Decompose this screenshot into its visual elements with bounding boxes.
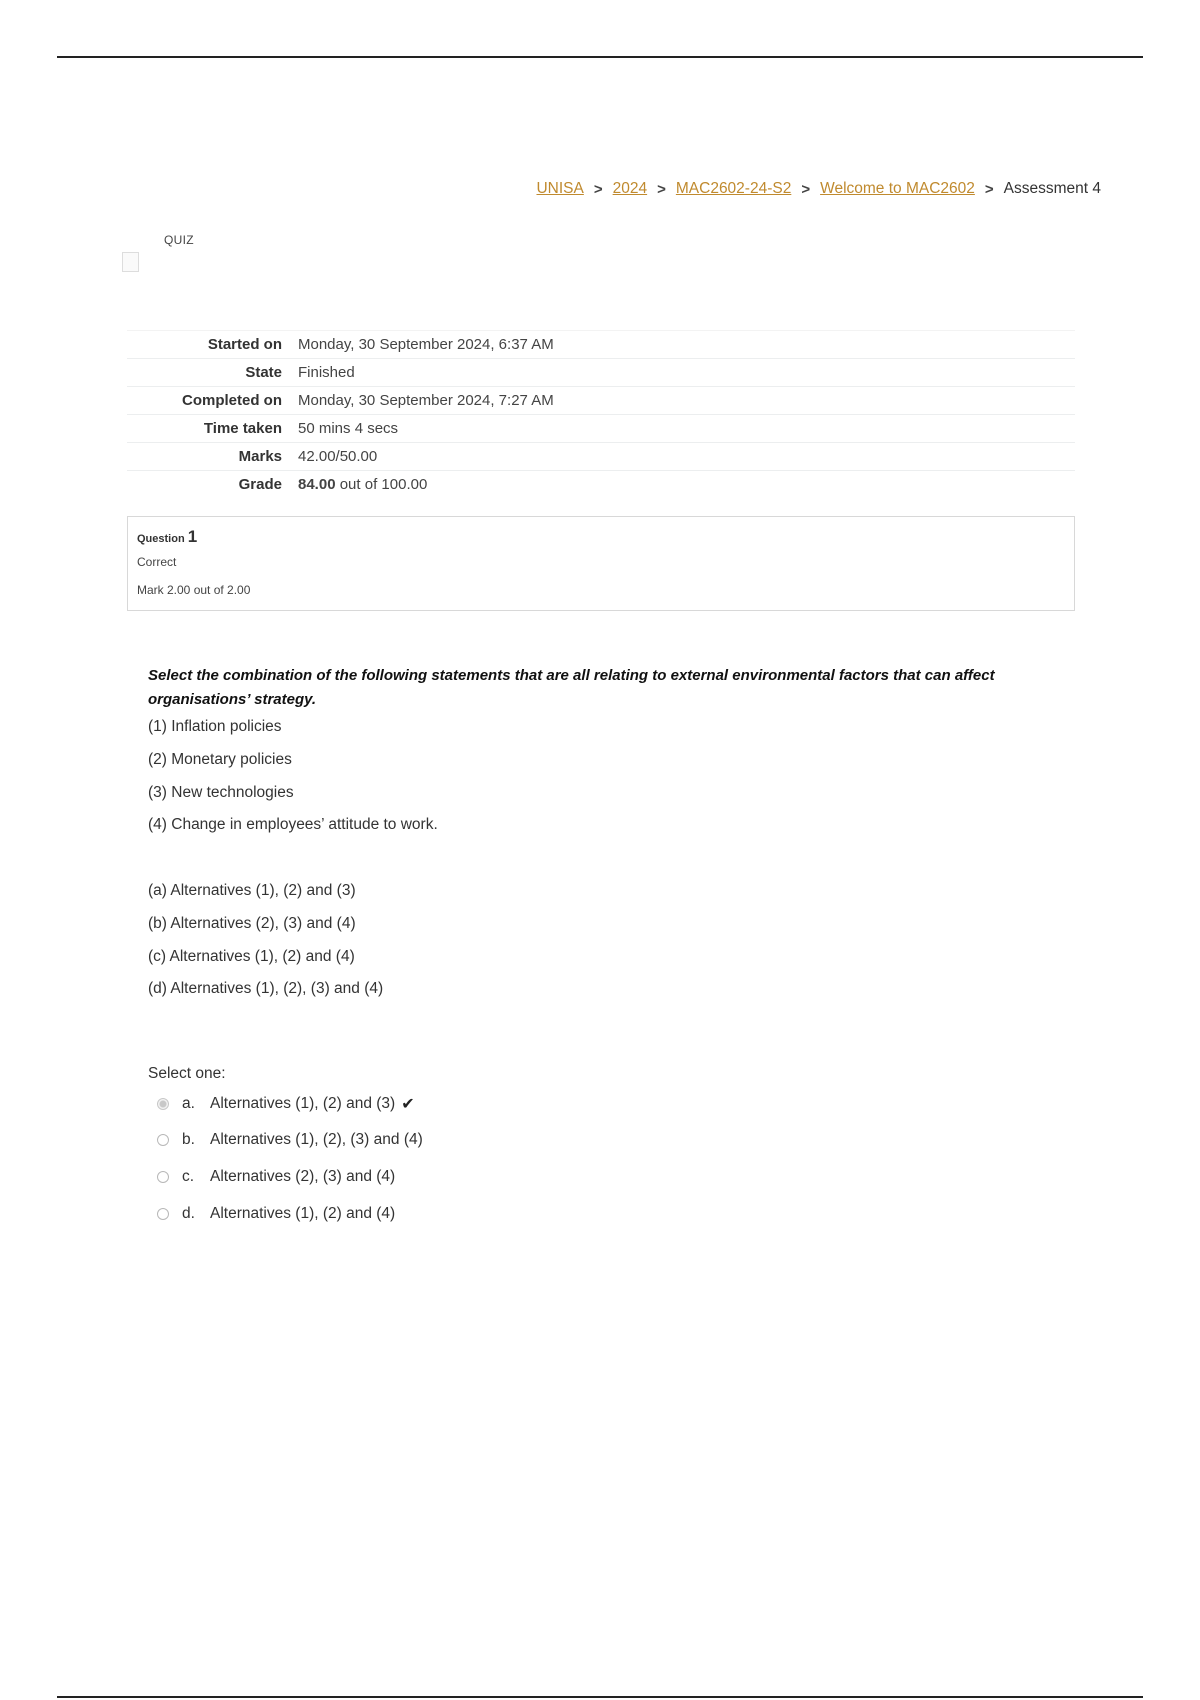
answer-letter: a. (182, 1095, 195, 1112)
alternative-item: (b) Alternatives (2), (3) and (4) (148, 915, 356, 932)
summary-value: Monday, 30 September 2024, 6:37 AM (298, 336, 554, 353)
answer-text: Alternatives (1), (2) and (3) (210, 1095, 396, 1112)
breadcrumb-separator-icon: > (657, 180, 666, 198)
summary-label: Time taken (203, 420, 282, 437)
breadcrumb-link-welcome[interactable]: Welcome to MAC2602 (820, 180, 975, 197)
summary-value: 42.00/50.00 (298, 448, 378, 465)
breadcrumb-separator-icon: > (801, 180, 811, 198)
breadcrumb-link-unisa[interactable]: UNISA (536, 180, 584, 197)
answer-text: Alternatives (1), (2) and (4) (210, 1205, 396, 1222)
question-label: Question (137, 533, 185, 545)
breadcrumb-link-year[interactable]: 2024 (612, 180, 648, 197)
answer-text: Alternatives (1), (2), (3) and (4) (210, 1131, 423, 1148)
activity-type-label: QUIZ (164, 233, 194, 247)
radio-button[interactable] (157, 1208, 169, 1220)
summary-row-completed (127, 387, 1075, 415)
summary-value: 50 mins 4 secs (298, 420, 399, 437)
select-one-prompt: Select one: (148, 1065, 226, 1082)
radio-button[interactable] (157, 1098, 169, 1110)
statement-item: (3) New technologies (148, 784, 294, 801)
summary-row-state (127, 359, 1075, 387)
summary-label: Grade (238, 476, 282, 494)
grade-suffix: out of 100.00 (335, 476, 428, 494)
breadcrumb-separator-icon: > (984, 180, 994, 198)
grade-score: 84.00 (298, 476, 336, 494)
summary-value: Finished (298, 364, 355, 381)
question-state: Correct (137, 555, 177, 569)
radio-button[interactable] (157, 1134, 169, 1146)
summary-row-marks (127, 443, 1075, 471)
breadcrumb (536, 180, 1101, 198)
answer-text: Alternatives (2), (3) and (4) (210, 1168, 396, 1185)
question-info-box (127, 516, 1075, 611)
answer-option-a[interactable] (157, 1094, 415, 1114)
alternative-item: (c) Alternatives (1), (2) and (4) (148, 948, 355, 965)
answer-option-d[interactable] (157, 1205, 395, 1223)
summary-label: Started on (207, 336, 282, 353)
question-number (137, 527, 197, 547)
answer-letter: d. (182, 1205, 195, 1222)
summary-label: State (245, 364, 282, 381)
summary-label: Marks (238, 448, 282, 465)
alternative-item: (a) Alternatives (1), (2) and (3) (148, 882, 356, 899)
quiz-summary-table (127, 330, 1075, 499)
summary-value (298, 471, 1075, 499)
summary-label: Completed on (182, 392, 282, 409)
question-grade: Mark 2.00 out of 2.00 (137, 583, 251, 597)
summary-value: Monday, 30 September 2024, 7:27 AM (298, 392, 554, 409)
summary-row-time-taken (127, 415, 1075, 443)
answer-letter: b. (182, 1131, 195, 1148)
statement-item: (1) Inflation policies (148, 718, 282, 735)
breadcrumb-link-course[interactable]: MAC2602-24-S2 (675, 180, 792, 197)
radio-button[interactable] (157, 1171, 169, 1183)
page-bottom-rule (57, 1696, 1143, 1698)
breadcrumb-current: Assessment 4 (1003, 180, 1101, 197)
breadcrumb-separator-icon: > (593, 180, 603, 198)
page-top-rule (57, 56, 1143, 58)
statement-item: (2) Monetary policies (148, 751, 292, 768)
correct-check-icon: ✔ (401, 1096, 415, 1113)
question-number-value: 1 (187, 527, 198, 546)
answer-option-b[interactable] (157, 1131, 423, 1149)
summary-row-started (127, 331, 1075, 359)
answer-letter: c. (182, 1168, 195, 1185)
statement-item: (4) Change in employees’ attitude to work. (148, 816, 438, 833)
alternative-item: (d) Alternatives (1), (2), (3) and (4) (148, 980, 384, 997)
answer-option-c[interactable] (157, 1168, 395, 1186)
summary-row-grade (127, 471, 1075, 499)
question-text: Select the combination of the following statements that are all relating to external environmental factors that can affect organisations’ strategy. (148, 667, 995, 708)
quiz-icon (122, 252, 139, 272)
